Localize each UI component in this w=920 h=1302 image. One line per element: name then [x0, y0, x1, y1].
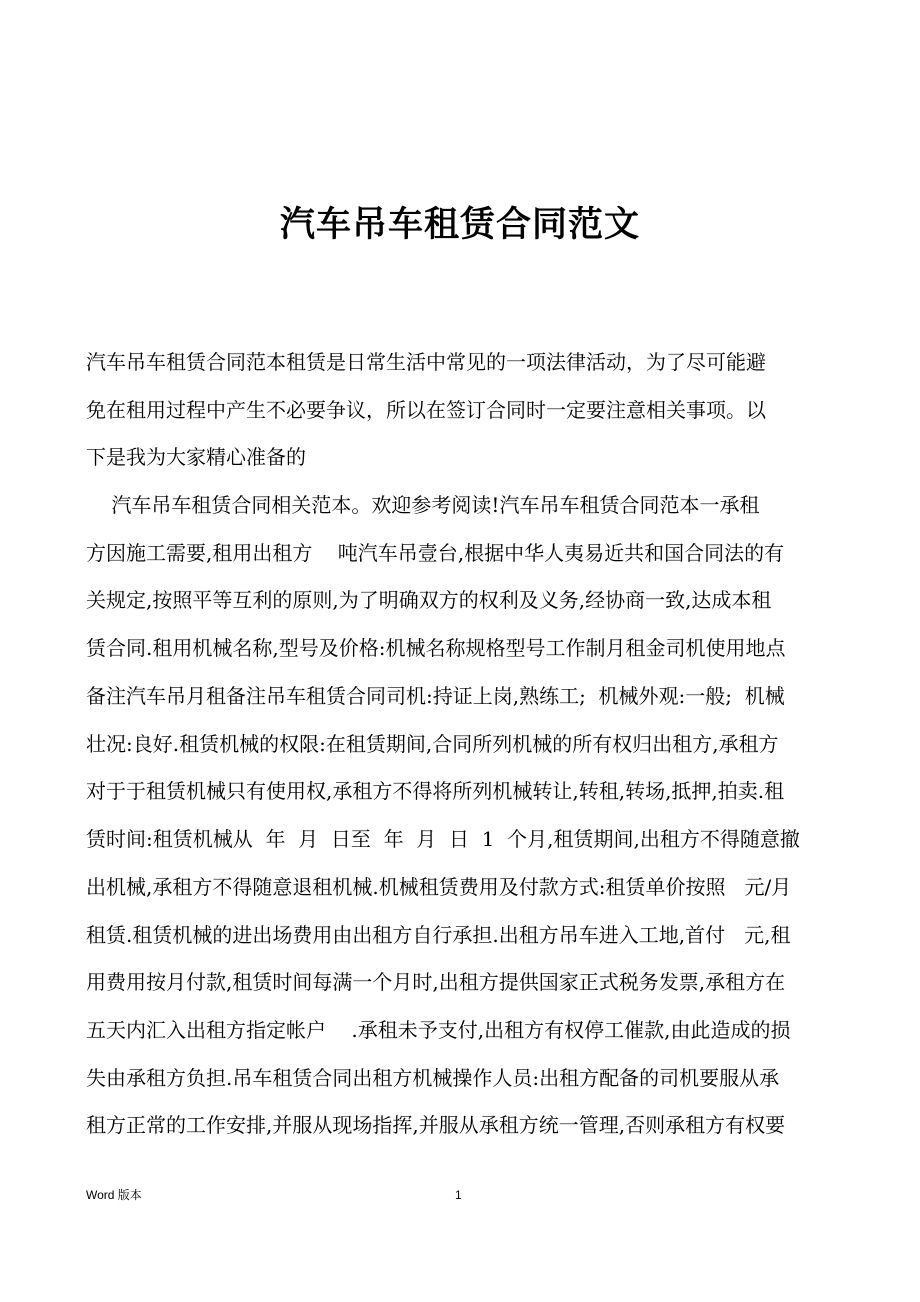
body-text-line: 出机械,承租方不得随意退租机械.机械租赁费用及付款方式:租赁单价按照 元/月: [86, 875, 792, 899]
body-text-line: 租赁.租赁机械的进出场费用由出租方自行承担.出租方吊车进入工地,首付 元,租: [86, 923, 791, 947]
page-number: 1: [455, 1188, 462, 1202]
body-text-line: 备注汽车吊月租备注吊车租赁合同司机:持证上岗,熟练工; 机械外观:一般; 机械: [86, 684, 785, 708]
body-text-line: 对于于租赁机械只有使用权,承租方不得将所列机械转让,转租,转场,抵押,拍卖.租: [86, 779, 785, 803]
body-text-line: 五天内汇入出租方指定帐户 .承租未予支付,出租方有权停工催款,由此造成的损: [86, 1018, 791, 1042]
body-text-line: 汽车吊车租赁合同范本租赁是日常生活中常见的一项法律活动，为了尽可能避: [86, 350, 766, 374]
body-text-line: 赁合同.租用机械名称,型号及价格:机械名称规格型号工作制月租金司机使用地点: [86, 636, 786, 660]
body-text-line: 赁时间:租赁机械从 年 月 日至 年 月 日 1 个月,租赁期间,出租方不得随意撤: [86, 827, 800, 851]
body-text-line: 下是我为大家精心准备的: [86, 445, 306, 469]
body-text-line: 免在租用过程中产生不必要争议，所以在签订合同时一定要注意相关事项。以: [86, 398, 766, 422]
body-text-line: 租方正常的工作安排,并服从现场指挥,并服从承租方统一管理,否则承租方有权要: [86, 1113, 786, 1137]
body-text-line: 关规定,按照平等互利的原则,为了明确双方的权利及义务,经协商一致,达成本租: [86, 588, 772, 612]
body-text-line: 壮况:良好.租赁机械的权限:在租赁期间,合同所列机械的所有权归出租方,承租方: [86, 732, 779, 756]
footer-label: Word 版本: [86, 1188, 142, 1202]
document-title: 汽车吊车租赁合同范文: [279, 204, 640, 245]
body-text-line: 用费用按月付款,租赁时间每满一个月时,出租方提供国家正式税务发票,承租方在: [86, 970, 786, 994]
body-text-line: 汽车吊车租赁合同相关范本。欢迎参考阅读!汽车吊车租赁合同范本一承租: [86, 493, 760, 517]
body-text-line: 方因施工需要,租用出租方 吨汽车吊壹台,根据中华人夷易近共和国合同法的有: [86, 541, 785, 565]
body-text-line: 失由承租方负担.吊车租赁合同出租方机械操作人员:出租方配备的司机要服从承: [86, 1066, 780, 1090]
